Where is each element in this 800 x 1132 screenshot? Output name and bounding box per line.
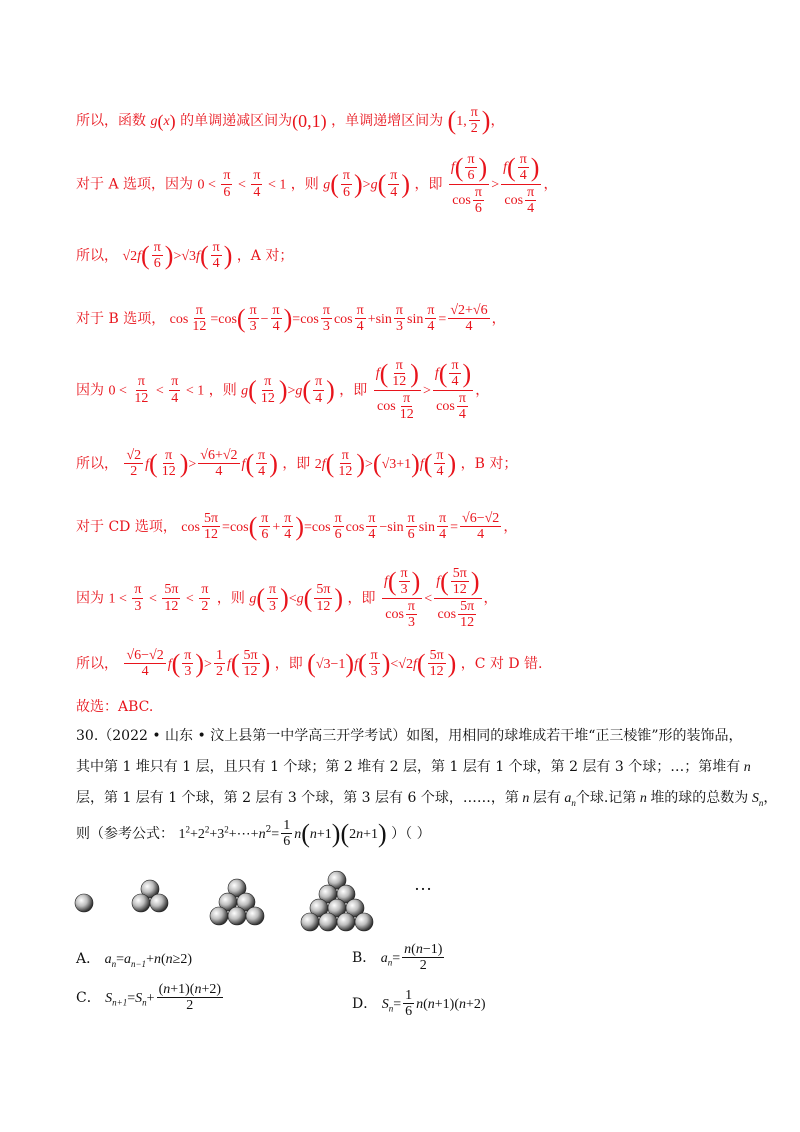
text: ，A 对；	[236, 247, 294, 264]
text: 其中第 1 堆只有 1 层，且只有 1 个球；第 2 堆有 2 层，第 1 层有 1 个球，第 2 层有 3 个球；…；第堆有	[76, 759, 741, 775]
option-b-label: B．	[352, 949, 377, 966]
option-a[interactable]: A． $a_n=a_{n-1}+n(n\ge 2)$	[76, 951, 192, 969]
text: 层，第 1 层有 1 个球，第 2 层有 3 个球，第 3 层有 6 个球，……，第	[76, 790, 519, 806]
text: 堆的球的总数为	[650, 790, 749, 806]
solution-line-3: 所以， √2f( $\frac{\pi}{6}$ )>√3f( $\frac{\pi}{4}$ ) ，A 对；	[76, 240, 294, 272]
text: ，单调递增区间为	[331, 112, 444, 129]
sphere	[355, 913, 373, 931]
problem-source: （2022 • 山东 • 汶上县第一中学高三开学考试）	[98, 728, 407, 744]
solution-line-7: 对于 CD 选项， cos $\frac{5\pi}{12}$ =cos( $\frac{\pi}{6}$ + $\frac{\pi}{4}$ )=cos $\frac{\pi}{6}$ cos $\frac{\pi}{4}$ −sin $\frac{\pi}{6}$ sin $\frac{\pi}{4}$ = $\frac{√6-√2}{4}$ ，	[76, 511, 518, 543]
option-a-label: A．	[76, 951, 101, 967]
problem-line-1	[76, 725, 743, 745]
option-c[interactable]: C． $S_{n+1}=S_n+$ $\frac{(n+1)(n+2)}{2}$	[76, 982, 222, 1014]
text: 所以，	[76, 655, 118, 672]
sphere	[246, 907, 264, 925]
text: 则（参考公式：	[76, 825, 174, 842]
text: ，即	[339, 382, 368, 399]
text: ）（ ）	[391, 825, 431, 842]
text: 层有	[532, 790, 561, 806]
text: ，即	[347, 590, 376, 607]
text: 对于 CD 选项，	[76, 518, 177, 535]
text: ，B 对；	[460, 455, 518, 472]
sphere-pyramid-figure	[62, 858, 542, 938]
text: 所以，	[76, 455, 118, 472]
sphere	[132, 894, 150, 912]
text: ，C 对 D 错.	[460, 655, 543, 672]
text: 因为	[76, 382, 104, 399]
ellipsis-text: …	[414, 874, 432, 894]
answer-text: 故选：ABC.	[76, 699, 154, 715]
option-d[interactable]: D． $S_n=$ $\frac{1}{6}$ n(n+1)(n+2)	[352, 988, 486, 1020]
text: 个球.记第	[575, 790, 637, 806]
solution-line-2: 对于 A 选项，因为 0 < $\frac{\pi}{6}$ < $\frac{\pi}{4}$ < 1 ，则 g( $\frac{\pi}{6}$ )>g( $\frac{\pi}{4}$ ) ，即 f( $\frac{\pi}{6}$ ) cos $\frac{\pi}{6}$ > f( $\frac{\pi}{4}$ ) cos $\frac{\pi}{4}$ ，	[76, 152, 558, 217]
option-b[interactable]: B． $a_n=$ $\frac{n(n-1)}{2}$	[352, 942, 443, 974]
solution-line-1: 所以，函数 g(x) 的单调递减区间为(0,1) ，单调递增区间为 (1, $\frac{\pi}{2}$ )，	[76, 105, 505, 137]
text: ，即	[274, 655, 303, 672]
problem-line-2: 其中第 1 堆只有 1 层，且只有 1 个球；第 2 堆有 2 层，第 1 层有 1 个球，第 2 层有 3 个球；…；第堆有 n	[76, 759, 751, 775]
sphere	[228, 907, 246, 925]
problem-line-4: 则（参考公式： $1^2+2^2+3^2+\cdots+n^2=$ $\frac{1}{6}$ n(n+1)(2n+1) ）（ ）	[76, 818, 431, 850]
text: ，即	[282, 455, 311, 472]
problem-line-3: 层，第 1 层有 1 个球，第 2 层有 3 个球，第 3 层有 6 个球，……，第 n 层有 $a_n$个球.记第 n 堆的球的总数为 $S_n$，	[76, 790, 778, 808]
sphere	[319, 913, 337, 931]
text: 对于 B 选项，	[76, 310, 166, 327]
solution-line-6: 所以， $\frac{√2}{2}$ f( $\frac{\pi}{12}$ )> $\frac{√6+√2}{4}$ f( $\frac{\pi}{4}$ ) ，即 2f( $\frac{\pi}{12}$ )>(√3+1)f( $\frac{\pi}{4}$ ) ，B 对；	[76, 448, 518, 480]
text: 所以，	[76, 247, 118, 264]
text: 的单调递减区间为	[180, 112, 293, 129]
problem-number: 30.	[76, 728, 99, 744]
text: 所以，函数	[76, 112, 146, 129]
solution-line-4: 对于 B 选项， cos $\frac{\pi}{12}$ =cos( $\frac{\pi}{3}$ − $\frac{\pi}{4}$ )=cos $\frac{\pi}{3}$ cos $\frac{\pi}{4}$ +sin $\frac{\pi}{3}$ sin $\frac{\pi}{4}$ = $\frac{√2+√6}{4}$ ，	[76, 303, 506, 335]
sphere	[75, 894, 93, 912]
sphere	[301, 913, 319, 931]
text: ，即	[414, 176, 443, 193]
text: ，则	[208, 382, 237, 399]
sphere	[337, 913, 355, 931]
sphere	[210, 907, 228, 925]
text: 因为	[76, 590, 104, 607]
solution-line-5: 因为 0 < $\frac{\pi}{12}$ < $\frac{\pi}{4}$ < 1 ，则 g( $\frac{\pi}{12}$ )>g( $\frac{\pi}{4}$ ) ，即 f( $\frac{\pi}{12}$ ) cos $\frac{\pi}{12}$ > f( $\frac{\pi}{4}$ ) cos $\frac{\pi}{4}$ ，	[76, 358, 490, 423]
text: ，则	[216, 590, 245, 607]
option-d-label: D．	[352, 995, 378, 1012]
text: 如图，用相同的球堆成若干堆“正三棱锥”形的装饰品，	[406, 728, 743, 744]
solution-line-8: 因为 1 < $\frac{\pi}{3}$ < $\frac{5\pi}{12}$ < $\frac{\pi}{2}$ ，则 g( $\frac{\pi}{3}$ )<g( $\frac{5\pi}{12}$ ) ，即 f( $\frac{\pi}{3}$ ) cos $\frac{\pi}{3}$ < f( $\frac{5\pi}{12}$ ) cos $\frac{5\pi}{12}$ ，	[76, 566, 498, 631]
text: ，则	[290, 176, 319, 193]
text: 对于 A 选项，因为	[76, 176, 194, 193]
option-c-label: C．	[76, 989, 101, 1006]
answer-line	[76, 696, 740, 716]
solution-line-9: 所以， $\frac{√6-√2}{4}$ f( $\frac{\pi}{3}$ )> $\frac{1}{2}$ f( $\frac{5\pi}{12}$ ) ，即 (√3−1)f( $\frac{\pi}{3}$ )<√2f( $\frac{5\pi}{12}$ ) ，C 对 D 错.	[76, 648, 543, 680]
sphere	[150, 894, 168, 912]
